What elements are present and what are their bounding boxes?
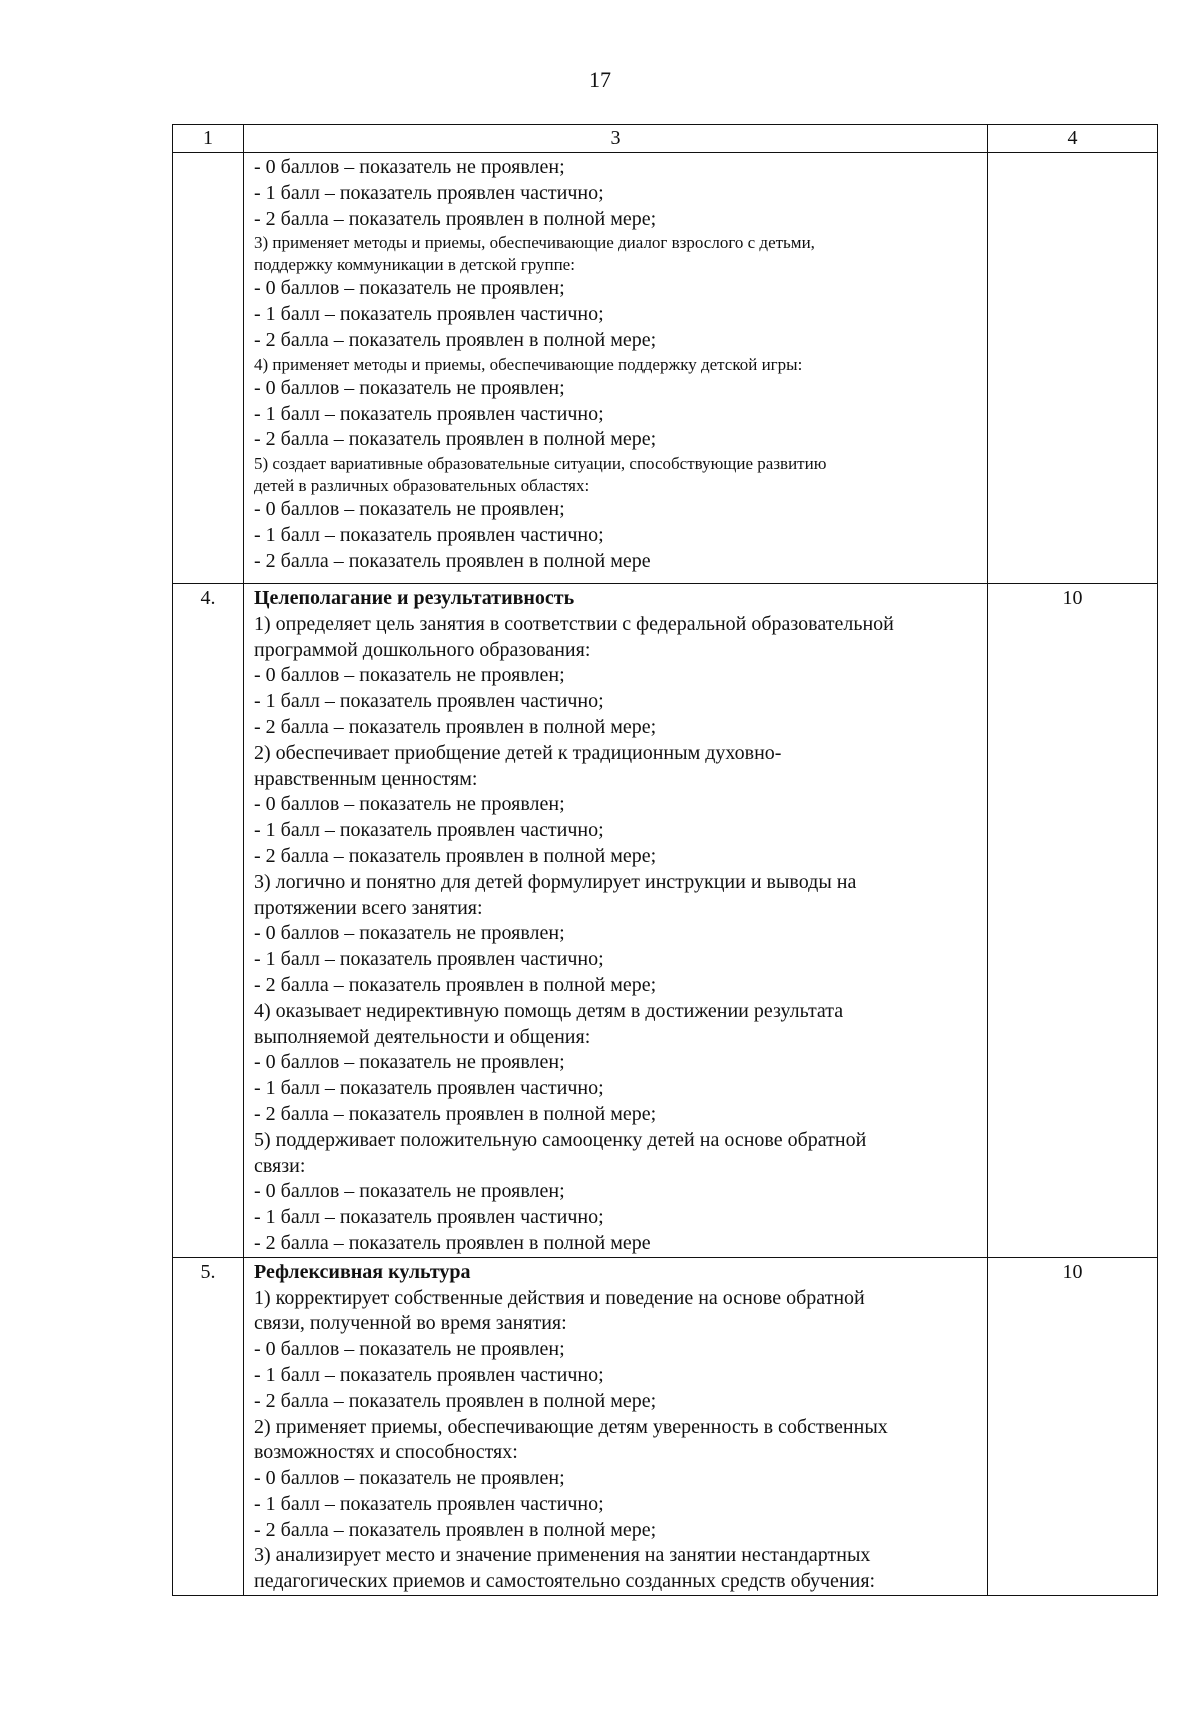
- max-points: [988, 153, 1158, 584]
- criterion-line: 4) применяет методы и приемы, обеспечивающие поддержку детской игры:: [254, 354, 803, 374]
- row-number: 5.: [173, 1257, 244, 1595]
- criterion-line: - 2 балла – показатель проявлен в полной мере;: [254, 715, 657, 738]
- header-col-1: 1: [173, 125, 244, 153]
- page-number: 17: [589, 67, 611, 92]
- criterion-line: - 2 балла – показатель проявлен в полной мере;: [254, 428, 657, 451]
- criterion-line: программой дошкольного образования:: [254, 638, 591, 661]
- criterion-line: - 0 баллов – показатель не проявлен;: [254, 793, 565, 816]
- criterion-line: - 1 балл – показатель проявлен частично;: [254, 303, 604, 326]
- criterion-line: - 1 балл – показатель проявлен частично;: [254, 523, 604, 546]
- criterion-line: 2) обеспечивает приобщение детей к традиционным духовно-: [254, 741, 782, 764]
- row-number: 4.: [173, 584, 244, 1258]
- criterion-line: - 2 балла – показатель проявлен в полной мере;: [254, 328, 657, 351]
- header-col-3: 3: [244, 125, 988, 153]
- criterion-line: - 0 баллов – показатель не проявлен;: [254, 1180, 565, 1203]
- criterion-line: педагогических приемов и самостоятельно созданных средств обучения:: [254, 1570, 876, 1593]
- criteria-cell: [244, 153, 988, 584]
- criterion-line: - 0 баллов – показатель не проявлен;: [254, 664, 565, 687]
- criterion-line: 2) применяет приемы, обеспечивающие детям уверенность в собственных: [254, 1415, 888, 1438]
- criteria-cell: [244, 1257, 988, 1595]
- criterion-line: 1) определяет цель занятия в соответствии с федеральной образовательной: [254, 612, 894, 635]
- criteria-cell: [244, 584, 988, 1258]
- criterion-line: - 1 балл – показатель проявлен частично;: [254, 181, 604, 204]
- criterion-line: - 0 баллов – показатель не проявлен;: [254, 156, 565, 178]
- criterion-line: - 0 баллов – показатель не проявлен;: [254, 1467, 565, 1490]
- criterion-line: 3) логично и понятно для детей формулирует инструкции и выводы на: [254, 870, 857, 893]
- criterion-title: Целеполагание и результативность: [254, 587, 575, 609]
- criterion-line: - 1 балл – показатель проявлен частично;: [254, 402, 604, 425]
- criterion-line: - 1 балл – показатель проявлен частично;: [254, 1363, 604, 1386]
- criterion-line: - 0 баллов – показатель не проявлен;: [254, 376, 565, 399]
- header-col-4: 4: [988, 125, 1158, 153]
- table-header-row: [173, 125, 1158, 153]
- criterion-line: - 2 балла – показатель проявлен в полной мере: [254, 549, 651, 572]
- criterion-line: - 0 баллов – показатель не проявлен;: [254, 922, 565, 945]
- criterion-line: - 1 балл – показатель проявлен частично;: [254, 690, 604, 713]
- criterion-line: - 1 балл – показатель проявлен частично;: [254, 948, 604, 971]
- criterion-line: - 1 балл – показатель проявлен частично;: [254, 1492, 604, 1515]
- criterion-line: связи:: [254, 1154, 306, 1177]
- table-row: [173, 153, 1158, 584]
- criterion-line: - 2 балла – показатель проявлен в полной мере;: [254, 973, 657, 996]
- criterion-line: возможностях и способностях:: [254, 1441, 518, 1464]
- criterion-line: детей в различных образовательных областях:: [254, 476, 590, 496]
- criterion-line: связи, полученной во время занятия:: [254, 1312, 567, 1335]
- criterion-line: - 1 балл – показатель проявлен частично;: [254, 819, 604, 842]
- criterion-line: нравственным ценностям:: [254, 767, 478, 790]
- criterion-line: 5) поддерживает положительную самооценку детей на основе обратной: [254, 1128, 867, 1151]
- criterion-line: - 2 балла – показатель проявлен в полной мере;: [254, 1102, 657, 1125]
- criteria-table: [172, 124, 1158, 1596]
- criterion-line: - 0 баллов – показатель не проявлен;: [254, 277, 565, 300]
- criterion-line: выполняемой деятельности и общения:: [254, 1025, 591, 1048]
- criterion-line: - 0 баллов – показатель не проявлен;: [254, 498, 565, 521]
- criterion-line: - 2 балла – показатель проявлен в полной мере;: [254, 844, 657, 867]
- criterion-line: - 2 балла – показатель проявлен в полной мере: [254, 1231, 651, 1254]
- criterion-line: 4) оказывает недирективную помощь детям в достижении результата: [254, 999, 844, 1022]
- criterion-line: - 0 баллов – показатель не проявлен;: [254, 1338, 565, 1361]
- criterion-line: - 2 балла – показатель проявлен в полной мере;: [254, 207, 657, 230]
- max-points: 10: [988, 1257, 1158, 1595]
- criterion-line: протяжении всего занятия:: [254, 896, 483, 919]
- criterion-line: поддержку коммуникации в детской группе:: [254, 255, 575, 275]
- criterion-line: 5) создает вариативные образовательные ситуации, способствующие развитию: [254, 454, 827, 474]
- row-number: [173, 153, 244, 584]
- criterion-line: - 0 баллов – показатель не проявлен;: [254, 1051, 565, 1074]
- criterion-line: - 1 балл – показатель проявлен частично;: [254, 1077, 604, 1100]
- max-points: 10: [988, 584, 1158, 1258]
- criterion-line: 1) корректирует собственные действия и поведение на основе обратной: [254, 1286, 865, 1309]
- table-row: [173, 584, 1158, 1258]
- criterion-line: - 2 балла – показатель проявлен в полной мере;: [254, 1518, 657, 1541]
- criterion-line: 3) анализирует место и значение применения на занятии нестандартных: [254, 1544, 871, 1567]
- criterion-line: 3) применяет методы и приемы, обеспечивающие диалог взрослого с детьми,: [254, 233, 815, 253]
- criterion-title: Рефлексивная культура: [254, 1260, 471, 1283]
- criterion-line: - 1 балл – показатель проявлен частично;: [254, 1206, 604, 1229]
- table-row: [173, 1257, 1158, 1595]
- criterion-line: - 2 балла – показатель проявлен в полной мере;: [254, 1389, 657, 1412]
